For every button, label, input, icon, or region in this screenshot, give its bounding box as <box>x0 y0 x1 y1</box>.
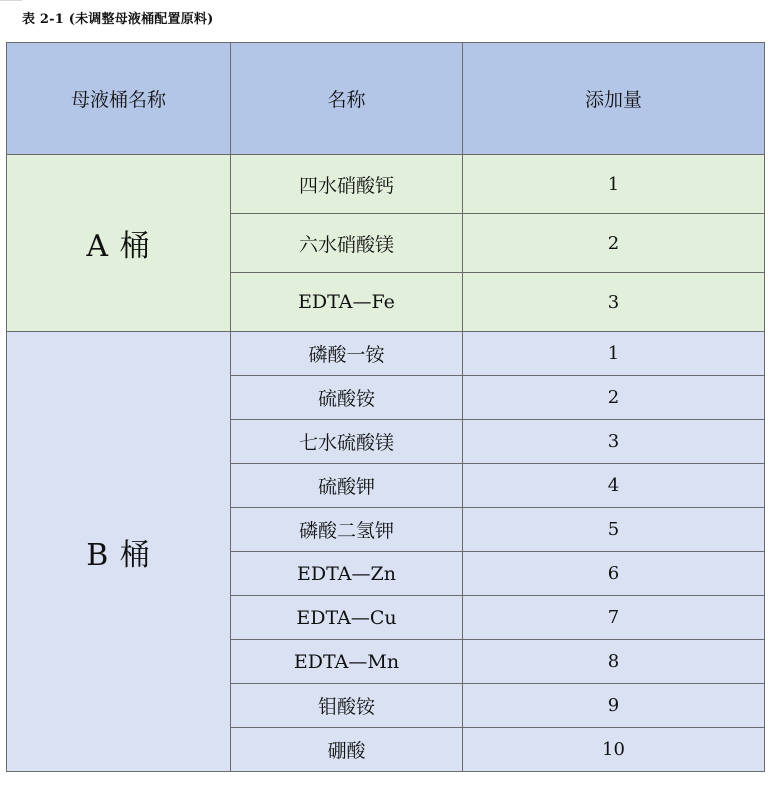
table-caption: 表 2-1 (未调整母液桶配置原料) <box>22 12 214 27</box>
group-label-b: B 桶 <box>7 332 231 772</box>
material-name: 硼酸 <box>231 728 463 772</box>
material-amount: 2 <box>463 214 765 273</box>
group-label-a: A 桶 <box>7 155 231 332</box>
material-amount: 4 <box>463 464 765 508</box>
material-name: 七水硫酸镁 <box>231 420 463 464</box>
table-row <box>7 332 765 376</box>
material-name: 六水硝酸镁 <box>231 214 463 273</box>
corner-mark <box>0 0 22 1</box>
material-amount: 7 <box>463 596 765 640</box>
material-name: 磷酸一铵 <box>231 332 463 376</box>
material-amount: 10 <box>463 728 765 772</box>
header-material-name: 名称 <box>231 43 463 155</box>
material-amount: 1 <box>463 332 765 376</box>
material-amount: 2 <box>463 376 765 420</box>
material-name: EDTA—Fe <box>231 273 463 332</box>
material-name: EDTA—Zn <box>231 552 463 596</box>
material-amount: 8 <box>463 640 765 684</box>
material-name: 硫酸钾 <box>231 464 463 508</box>
header-row <box>7 43 765 155</box>
material-name: 四水硝酸钙 <box>231 155 463 214</box>
raw-materials-table <box>6 42 765 772</box>
header-tank-name: 母液桶名称 <box>7 43 231 155</box>
material-amount: 3 <box>463 420 765 464</box>
material-name: 磷酸二氢钾 <box>231 508 463 552</box>
header-amount: 添加量 <box>463 43 765 155</box>
material-amount: 1 <box>463 155 765 214</box>
table-row <box>7 155 765 214</box>
material-amount: 5 <box>463 508 765 552</box>
material-name: 硫酸铵 <box>231 376 463 420</box>
material-name: EDTA—Cu <box>231 596 463 640</box>
material-name: EDTA—Mn <box>231 640 463 684</box>
material-amount: 3 <box>463 273 765 332</box>
material-amount: 6 <box>463 552 765 596</box>
material-name: 钼酸铵 <box>231 684 463 728</box>
material-amount: 9 <box>463 684 765 728</box>
